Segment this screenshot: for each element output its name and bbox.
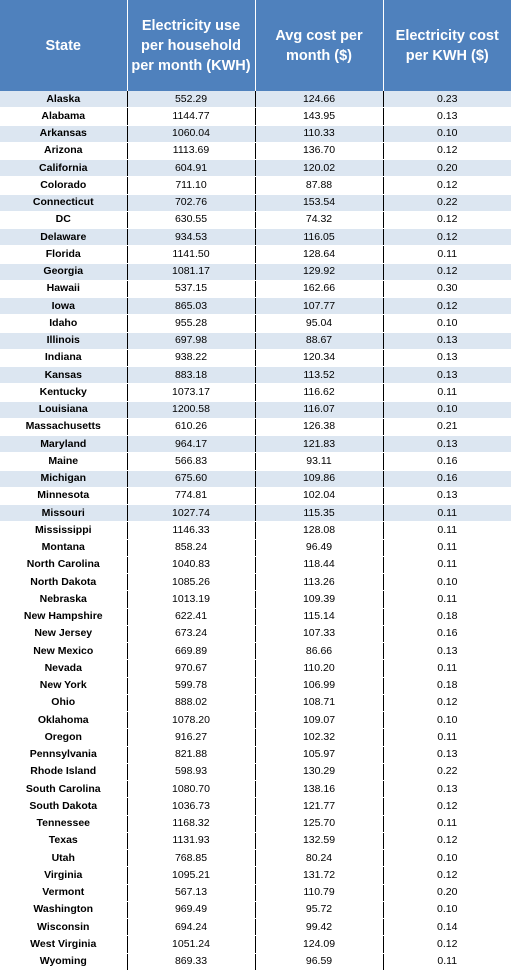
- avg-cost-cell: 96.59: [255, 953, 383, 970]
- table-row: [0, 643, 511, 660]
- state-cell: Oklahoma: [0, 712, 127, 729]
- usage-cell: 955.28: [127, 315, 255, 332]
- state-cell: Washington: [0, 901, 127, 918]
- table-row: [0, 798, 511, 815]
- table-row: [0, 211, 511, 228]
- usage-cell: 1013.19: [127, 591, 255, 608]
- table-row: [0, 194, 511, 211]
- table-row: [0, 556, 511, 573]
- table-row: [0, 660, 511, 677]
- cost-per-kwh-cell: 0.11: [383, 815, 511, 832]
- usage-cell: 934.53: [127, 229, 255, 246]
- state-cell: Nebraska: [0, 591, 127, 608]
- avg-cost-cell: 130.29: [255, 763, 383, 780]
- table-row: [0, 867, 511, 884]
- usage-cell: 567.13: [127, 884, 255, 901]
- avg-cost-cell: 113.26: [255, 574, 383, 591]
- table-row: [0, 694, 511, 711]
- cost-per-kwh-cell: 0.23: [383, 91, 511, 108]
- table-row: [0, 763, 511, 780]
- state-cell: Indiana: [0, 349, 127, 366]
- usage-cell: 622.41: [127, 608, 255, 625]
- usage-cell: 702.76: [127, 194, 255, 211]
- usage-cell: 774.81: [127, 487, 255, 504]
- usage-cell: 916.27: [127, 729, 255, 746]
- usage-cell: 630.55: [127, 211, 255, 228]
- state-cell: Hawaii: [0, 280, 127, 297]
- cost-per-kwh-cell: 0.12: [383, 142, 511, 159]
- usage-cell: 1085.26: [127, 574, 255, 591]
- avg-cost-cell: 116.05: [255, 229, 383, 246]
- usage-cell: 598.93: [127, 763, 255, 780]
- usage-cell: 1081.17: [127, 263, 255, 280]
- table-row: [0, 901, 511, 918]
- usage-cell: 552.29: [127, 91, 255, 108]
- cost-per-kwh-cell: 0.12: [383, 798, 511, 815]
- state-cell: Nevada: [0, 660, 127, 677]
- usage-cell: 697.98: [127, 332, 255, 349]
- cost-per-kwh-cell: 0.13: [383, 746, 511, 763]
- table-row: [0, 953, 511, 970]
- usage-cell: 1095.21: [127, 867, 255, 884]
- state-cell: Arizona: [0, 142, 127, 159]
- cost-per-kwh-cell: 0.11: [383, 556, 511, 573]
- cost-per-kwh-cell: 0.13: [383, 349, 511, 366]
- usage-cell: 964.17: [127, 436, 255, 453]
- cost-per-kwh-cell: 0.11: [383, 246, 511, 263]
- cost-per-kwh-cell: 0.12: [383, 229, 511, 246]
- state-cell: Connecticut: [0, 194, 127, 211]
- state-cell: West Virginia: [0, 936, 127, 953]
- usage-cell: 566.83: [127, 453, 255, 470]
- table-row: [0, 746, 511, 763]
- table-row: [0, 850, 511, 867]
- usage-cell: 821.88: [127, 746, 255, 763]
- avg-cost-cell: 80.24: [255, 850, 383, 867]
- state-cell: Kentucky: [0, 384, 127, 401]
- avg-cost-cell: 115.14: [255, 608, 383, 625]
- avg-cost-cell: 109.39: [255, 591, 383, 608]
- cost-per-kwh-cell: 0.10: [383, 850, 511, 867]
- state-cell: DC: [0, 211, 127, 228]
- table-row: [0, 91, 511, 108]
- usage-cell: 1060.04: [127, 125, 255, 142]
- cost-per-kwh-cell: 0.16: [383, 470, 511, 487]
- state-cell: South Carolina: [0, 781, 127, 798]
- usage-cell: 1146.33: [127, 522, 255, 539]
- cost-per-kwh-cell: 0.11: [383, 953, 511, 970]
- usage-cell: 969.49: [127, 901, 255, 918]
- avg-cost-cell: 87.88: [255, 177, 383, 194]
- table-body: [0, 91, 511, 970]
- table-row: [0, 729, 511, 746]
- usage-cell: 869.33: [127, 953, 255, 970]
- state-cell: South Dakota: [0, 798, 127, 815]
- table-row: [0, 384, 511, 401]
- avg-cost-cell: 153.54: [255, 194, 383, 211]
- avg-cost-cell: 120.02: [255, 160, 383, 177]
- table-row: [0, 108, 511, 125]
- avg-cost-cell: 121.77: [255, 798, 383, 815]
- avg-cost-cell: 106.99: [255, 677, 383, 694]
- table-row: [0, 832, 511, 849]
- state-cell: North Dakota: [0, 574, 127, 591]
- avg-cost-cell: 162.66: [255, 280, 383, 297]
- usage-cell: 537.15: [127, 280, 255, 297]
- avg-cost-cell: 128.08: [255, 522, 383, 539]
- state-cell: New Hampshire: [0, 608, 127, 625]
- avg-cost-cell: 113.52: [255, 367, 383, 384]
- avg-cost-cell: 131.72: [255, 867, 383, 884]
- state-cell: Virginia: [0, 867, 127, 884]
- state-cell: Vermont: [0, 884, 127, 901]
- cost-per-kwh-cell: 0.13: [383, 643, 511, 660]
- state-cell: Missouri: [0, 505, 127, 522]
- avg-cost-cell: 136.70: [255, 142, 383, 159]
- cost-per-kwh-cell: 0.18: [383, 608, 511, 625]
- table-row: [0, 436, 511, 453]
- cost-per-kwh-cell: 0.10: [383, 125, 511, 142]
- state-cell: Oregon: [0, 729, 127, 746]
- state-cell: Massachusetts: [0, 418, 127, 435]
- usage-cell: 610.26: [127, 418, 255, 435]
- avg-cost-cell: 102.04: [255, 487, 383, 504]
- state-cell: Georgia: [0, 263, 127, 280]
- table-row: [0, 315, 511, 332]
- state-cell: Texas: [0, 832, 127, 849]
- avg-cost-cell: 74.32: [255, 211, 383, 228]
- usage-cell: 675.60: [127, 470, 255, 487]
- avg-cost-cell: 105.97: [255, 746, 383, 763]
- cost-per-kwh-cell: 0.18: [383, 677, 511, 694]
- cost-per-kwh-cell: 0.11: [383, 729, 511, 746]
- cost-per-kwh-cell: 0.21: [383, 418, 511, 435]
- cost-per-kwh-cell: 0.13: [383, 436, 511, 453]
- cost-per-kwh-cell: 0.12: [383, 298, 511, 315]
- cost-per-kwh-cell: 0.14: [383, 919, 511, 936]
- state-cell: Colorado: [0, 177, 127, 194]
- cost-per-kwh-cell: 0.12: [383, 694, 511, 711]
- state-cell: Utah: [0, 850, 127, 867]
- state-cell: Tennessee: [0, 815, 127, 832]
- avg-cost-cell: 102.32: [255, 729, 383, 746]
- avg-cost-cell: 138.16: [255, 781, 383, 798]
- avg-cost-cell: 95.04: [255, 315, 383, 332]
- usage-cell: 883.18: [127, 367, 255, 384]
- usage-cell: 673.24: [127, 625, 255, 642]
- table-row: [0, 625, 511, 642]
- table-row: [0, 781, 511, 798]
- table-row: [0, 367, 511, 384]
- header-avg-cost: Avg cost per month ($): [255, 0, 383, 91]
- header-cost-per-kwh: Electricity cost per KWH ($): [383, 0, 511, 91]
- state-cell: Louisiana: [0, 401, 127, 418]
- cost-per-kwh-cell: 0.13: [383, 332, 511, 349]
- cost-per-kwh-cell: 0.10: [383, 712, 511, 729]
- usage-cell: 970.67: [127, 660, 255, 677]
- table-row: [0, 712, 511, 729]
- usage-cell: 711.10: [127, 177, 255, 194]
- state-cell: Wisconsin: [0, 919, 127, 936]
- avg-cost-cell: 88.67: [255, 332, 383, 349]
- avg-cost-cell: 143.95: [255, 108, 383, 125]
- table-row: [0, 522, 511, 539]
- usage-cell: 1051.24: [127, 936, 255, 953]
- header-state: State: [0, 0, 127, 91]
- usage-cell: 1113.69: [127, 142, 255, 159]
- state-cell: Florida: [0, 246, 127, 263]
- cost-per-kwh-cell: 0.10: [383, 574, 511, 591]
- cost-per-kwh-cell: 0.11: [383, 660, 511, 677]
- avg-cost-cell: 110.20: [255, 660, 383, 677]
- state-cell: Minnesota: [0, 487, 127, 504]
- table-row: [0, 677, 511, 694]
- table-row: [0, 936, 511, 953]
- state-cell: New Jersey: [0, 625, 127, 642]
- avg-cost-cell: 124.66: [255, 91, 383, 108]
- avg-cost-cell: 121.83: [255, 436, 383, 453]
- avg-cost-cell: 109.86: [255, 470, 383, 487]
- table-row: [0, 539, 511, 556]
- usage-cell: 1144.77: [127, 108, 255, 125]
- cost-per-kwh-cell: 0.11: [383, 522, 511, 539]
- cost-per-kwh-cell: 0.30: [383, 280, 511, 297]
- table-row: [0, 246, 511, 263]
- avg-cost-cell: 116.07: [255, 401, 383, 418]
- state-cell: Maryland: [0, 436, 127, 453]
- avg-cost-cell: 124.09: [255, 936, 383, 953]
- state-cell: New York: [0, 677, 127, 694]
- state-cell: Alabama: [0, 108, 127, 125]
- usage-cell: 599.78: [127, 677, 255, 694]
- usage-cell: 1141.50: [127, 246, 255, 263]
- state-cell: Arkansas: [0, 125, 127, 142]
- table-row: [0, 574, 511, 591]
- avg-cost-cell: 128.64: [255, 246, 383, 263]
- cost-per-kwh-cell: 0.10: [383, 401, 511, 418]
- cost-per-kwh-cell: 0.12: [383, 936, 511, 953]
- state-cell: Delaware: [0, 229, 127, 246]
- usage-cell: 1073.17: [127, 384, 255, 401]
- avg-cost-cell: 110.79: [255, 884, 383, 901]
- usage-cell: 938.22: [127, 349, 255, 366]
- cost-per-kwh-cell: 0.20: [383, 160, 511, 177]
- state-cell: Alaska: [0, 91, 127, 108]
- avg-cost-cell: 110.33: [255, 125, 383, 142]
- cost-per-kwh-cell: 0.10: [383, 901, 511, 918]
- cost-per-kwh-cell: 0.22: [383, 763, 511, 780]
- table-header: [0, 0, 511, 91]
- table-row: [0, 125, 511, 142]
- avg-cost-cell: 125.70: [255, 815, 383, 832]
- header-row: [0, 0, 511, 91]
- state-cell: Rhode Island: [0, 763, 127, 780]
- avg-cost-cell: 96.49: [255, 539, 383, 556]
- usage-cell: 694.24: [127, 919, 255, 936]
- table-row: [0, 142, 511, 159]
- state-cell: North Carolina: [0, 556, 127, 573]
- table-row: [0, 884, 511, 901]
- cost-per-kwh-cell: 0.13: [383, 487, 511, 504]
- state-cell: Iowa: [0, 298, 127, 315]
- avg-cost-cell: 118.44: [255, 556, 383, 573]
- cost-per-kwh-cell: 0.11: [383, 384, 511, 401]
- cost-per-kwh-cell: 0.12: [383, 832, 511, 849]
- avg-cost-cell: 93.11: [255, 453, 383, 470]
- cost-per-kwh-cell: 0.11: [383, 505, 511, 522]
- state-cell: Montana: [0, 539, 127, 556]
- state-cell: Maine: [0, 453, 127, 470]
- table-row: [0, 160, 511, 177]
- usage-cell: 1027.74: [127, 505, 255, 522]
- cost-per-kwh-cell: 0.12: [383, 263, 511, 280]
- table-row: [0, 401, 511, 418]
- table-row: [0, 815, 511, 832]
- table-row: [0, 332, 511, 349]
- cost-per-kwh-cell: 0.22: [383, 194, 511, 211]
- avg-cost-cell: 99.42: [255, 919, 383, 936]
- avg-cost-cell: 126.38: [255, 418, 383, 435]
- avg-cost-cell: 132.59: [255, 832, 383, 849]
- cost-per-kwh-cell: 0.12: [383, 211, 511, 228]
- table-row: [0, 418, 511, 435]
- avg-cost-cell: 120.34: [255, 349, 383, 366]
- table-row: [0, 487, 511, 504]
- usage-cell: 1080.70: [127, 781, 255, 798]
- header-usage: Electricity use per household per month (KWH): [127, 0, 255, 91]
- cost-per-kwh-cell: 0.11: [383, 591, 511, 608]
- avg-cost-cell: 115.35: [255, 505, 383, 522]
- usage-cell: 1168.32: [127, 815, 255, 832]
- state-cell: California: [0, 160, 127, 177]
- state-cell: Michigan: [0, 470, 127, 487]
- avg-cost-cell: 109.07: [255, 712, 383, 729]
- usage-cell: 1040.83: [127, 556, 255, 573]
- cost-per-kwh-cell: 0.12: [383, 177, 511, 194]
- cost-per-kwh-cell: 0.16: [383, 625, 511, 642]
- usage-cell: 1078.20: [127, 712, 255, 729]
- state-cell: Kansas: [0, 367, 127, 384]
- cost-per-kwh-cell: 0.13: [383, 781, 511, 798]
- cost-per-kwh-cell: 0.10: [383, 315, 511, 332]
- state-cell: Ohio: [0, 694, 127, 711]
- cost-per-kwh-cell: 0.13: [383, 367, 511, 384]
- avg-cost-cell: 107.33: [255, 625, 383, 642]
- table-row: [0, 229, 511, 246]
- avg-cost-cell: 108.71: [255, 694, 383, 711]
- usage-cell: 1036.73: [127, 798, 255, 815]
- table-row: [0, 177, 511, 194]
- cost-per-kwh-cell: 0.16: [383, 453, 511, 470]
- avg-cost-cell: 116.62: [255, 384, 383, 401]
- table-row: [0, 298, 511, 315]
- state-cell: Mississippi: [0, 522, 127, 539]
- cost-per-kwh-cell: 0.13: [383, 108, 511, 125]
- usage-cell: 604.91: [127, 160, 255, 177]
- table-row: [0, 453, 511, 470]
- table-row: [0, 280, 511, 297]
- usage-cell: 865.03: [127, 298, 255, 315]
- table-row: [0, 591, 511, 608]
- avg-cost-cell: 129.92: [255, 263, 383, 280]
- usage-cell: 858.24: [127, 539, 255, 556]
- cost-per-kwh-cell: 0.12: [383, 867, 511, 884]
- avg-cost-cell: 107.77: [255, 298, 383, 315]
- state-cell: Idaho: [0, 315, 127, 332]
- avg-cost-cell: 86.66: [255, 643, 383, 660]
- usage-cell: 669.89: [127, 643, 255, 660]
- usage-cell: 888.02: [127, 694, 255, 711]
- usage-cell: 1131.93: [127, 832, 255, 849]
- table-row: [0, 349, 511, 366]
- state-cell: Pennsylvania: [0, 746, 127, 763]
- cost-per-kwh-cell: 0.20: [383, 884, 511, 901]
- usage-cell: 1200.58: [127, 401, 255, 418]
- table-row: [0, 608, 511, 625]
- cost-per-kwh-cell: 0.11: [383, 539, 511, 556]
- avg-cost-cell: 95.72: [255, 901, 383, 918]
- usage-cell: 768.85: [127, 850, 255, 867]
- table-row: [0, 470, 511, 487]
- table-row: [0, 505, 511, 522]
- table-row: [0, 263, 511, 280]
- state-cell: Wyoming: [0, 953, 127, 970]
- state-cell: New Mexico: [0, 643, 127, 660]
- table-row: [0, 919, 511, 936]
- state-cell: Illinois: [0, 332, 127, 349]
